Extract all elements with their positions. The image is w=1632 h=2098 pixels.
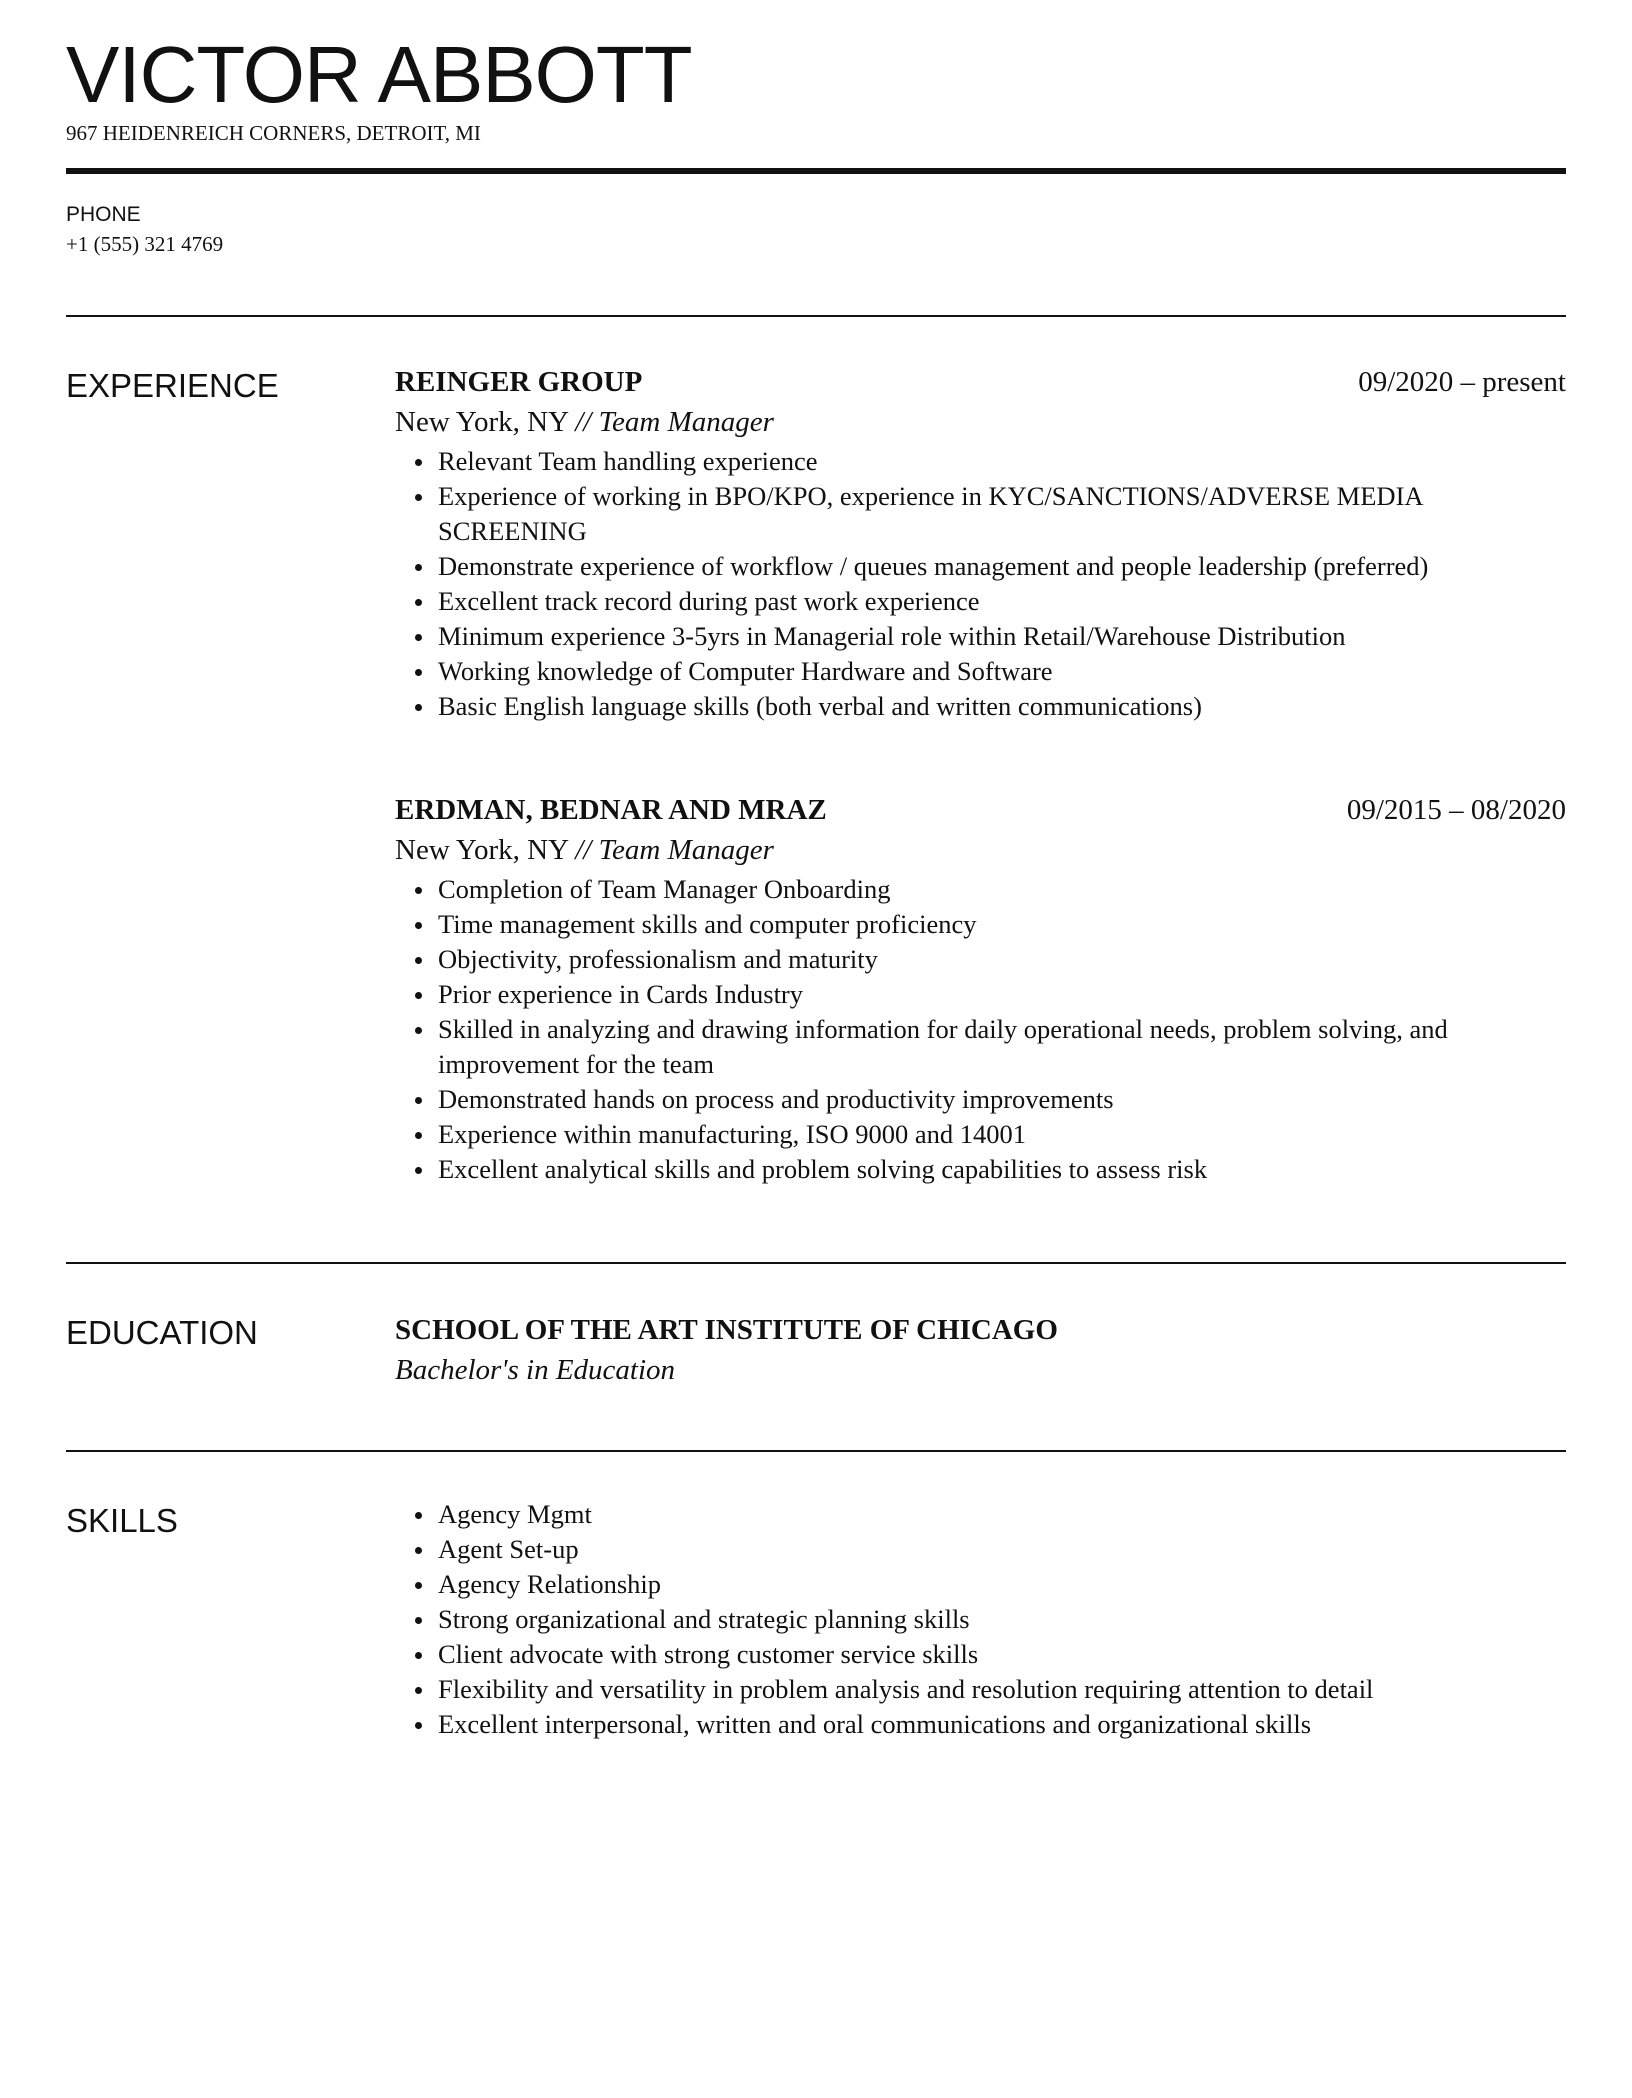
skills-section-title: SKILLS	[66, 1502, 178, 1539]
job-separator: //	[575, 406, 592, 438]
section-divider	[66, 1262, 1566, 1264]
phone-number: +1 (555) 321 4769	[66, 232, 224, 256]
job-role: Team Manager	[598, 406, 774, 438]
job-bullet: Basic English language skills (both verbal and written communications)	[438, 689, 1566, 724]
job-company: ERDMAN, BEDNAR AND MRAZ	[395, 794, 827, 826]
skill-item: Flexibility and versatility in problem analysis and resolution requiring attention to detail	[438, 1672, 1566, 1707]
phone-label: PHONE	[66, 203, 141, 226]
job-bullet: Prior experience in Cards Industry	[438, 977, 1566, 1012]
job-bullet: Minimum experience 3-5yrs in Managerial role within Retail/Warehouse Distribution	[438, 619, 1566, 654]
education-degree: Bachelor's in Education	[395, 1354, 676, 1386]
job-bullets	[395, 444, 1566, 724]
job-bullet: Objectivity, professionalism and maturity	[438, 942, 1566, 977]
job-entry	[395, 790, 1566, 1187]
skill-item: Client advocate with strong customer service skills	[438, 1637, 1566, 1672]
job-dates: 09/2015 – 08/2020	[1346, 794, 1566, 826]
section-divider	[66, 1450, 1566, 1452]
skill-item: Excellent interpersonal, written and oral communications and organizational skills	[438, 1707, 1566, 1742]
skills-list	[395, 1497, 1566, 1742]
job-location-role	[395, 402, 1566, 442]
education-school: SCHOOL OF THE ART INSTITUTE OF CHICAGO	[395, 1314, 1058, 1346]
job-dates: 09/2020 – present	[1358, 366, 1566, 398]
education-entry	[395, 1310, 1566, 1390]
job-location-role	[395, 830, 1566, 870]
skill-item: Agent Set-up	[438, 1532, 1566, 1567]
job-company: REINGER GROUP	[395, 366, 643, 398]
skill-item: Strong organizational and strategic planning skills	[438, 1602, 1566, 1637]
skill-item: Agency Relationship	[438, 1567, 1566, 1602]
job-bullet: Experience of working in BPO/KPO, experience in KYC/SANCTIONS/ADVERSE MEDIA SCREENING	[438, 479, 1566, 549]
job-bullet: Time management skills and computer proficiency	[438, 907, 1566, 942]
skills-entry	[395, 1497, 1566, 1742]
job-bullets	[395, 872, 1566, 1187]
section-divider	[66, 315, 1566, 317]
job-bullet: Working knowledge of Computer Hardware and Software	[438, 654, 1566, 689]
candidate-name: VICTOR ABBOTT	[66, 30, 692, 119]
job-bullet: Experience within manufacturing, ISO 9000 and 14001	[438, 1117, 1566, 1152]
header-divider	[66, 168, 1566, 174]
job-bullet: Demonstrated hands on process and productivity improvements	[438, 1082, 1566, 1117]
job-bullet: Excellent analytical skills and problem solving capabilities to assess risk	[438, 1152, 1566, 1187]
job-bullet: Relevant Team handling experience	[438, 444, 1566, 479]
job-location: New York, NY	[395, 834, 568, 866]
job-bullet: Demonstrate experience of workflow / queues management and people leadership (preferred)	[438, 549, 1566, 584]
skill-item: Agency Mgmt	[438, 1497, 1566, 1532]
job-bullet: Excellent track record during past work experience	[438, 584, 1566, 619]
job-role: Team Manager	[598, 834, 774, 866]
job-bullet: Completion of Team Manager Onboarding	[438, 872, 1566, 907]
job-separator: //	[575, 834, 592, 866]
candidate-address: 967 HEIDENREICH CORNERS, DETROIT, MI	[66, 121, 481, 145]
job-location: New York, NY	[395, 406, 568, 438]
job-bullet: Skilled in analyzing and drawing information for daily operational needs, problem solving, and improvement for the team	[438, 1012, 1566, 1082]
education-section-title: EDUCATION	[66, 1314, 258, 1351]
experience-section-title: EXPERIENCE	[66, 367, 279, 404]
job-entry	[395, 362, 1566, 724]
